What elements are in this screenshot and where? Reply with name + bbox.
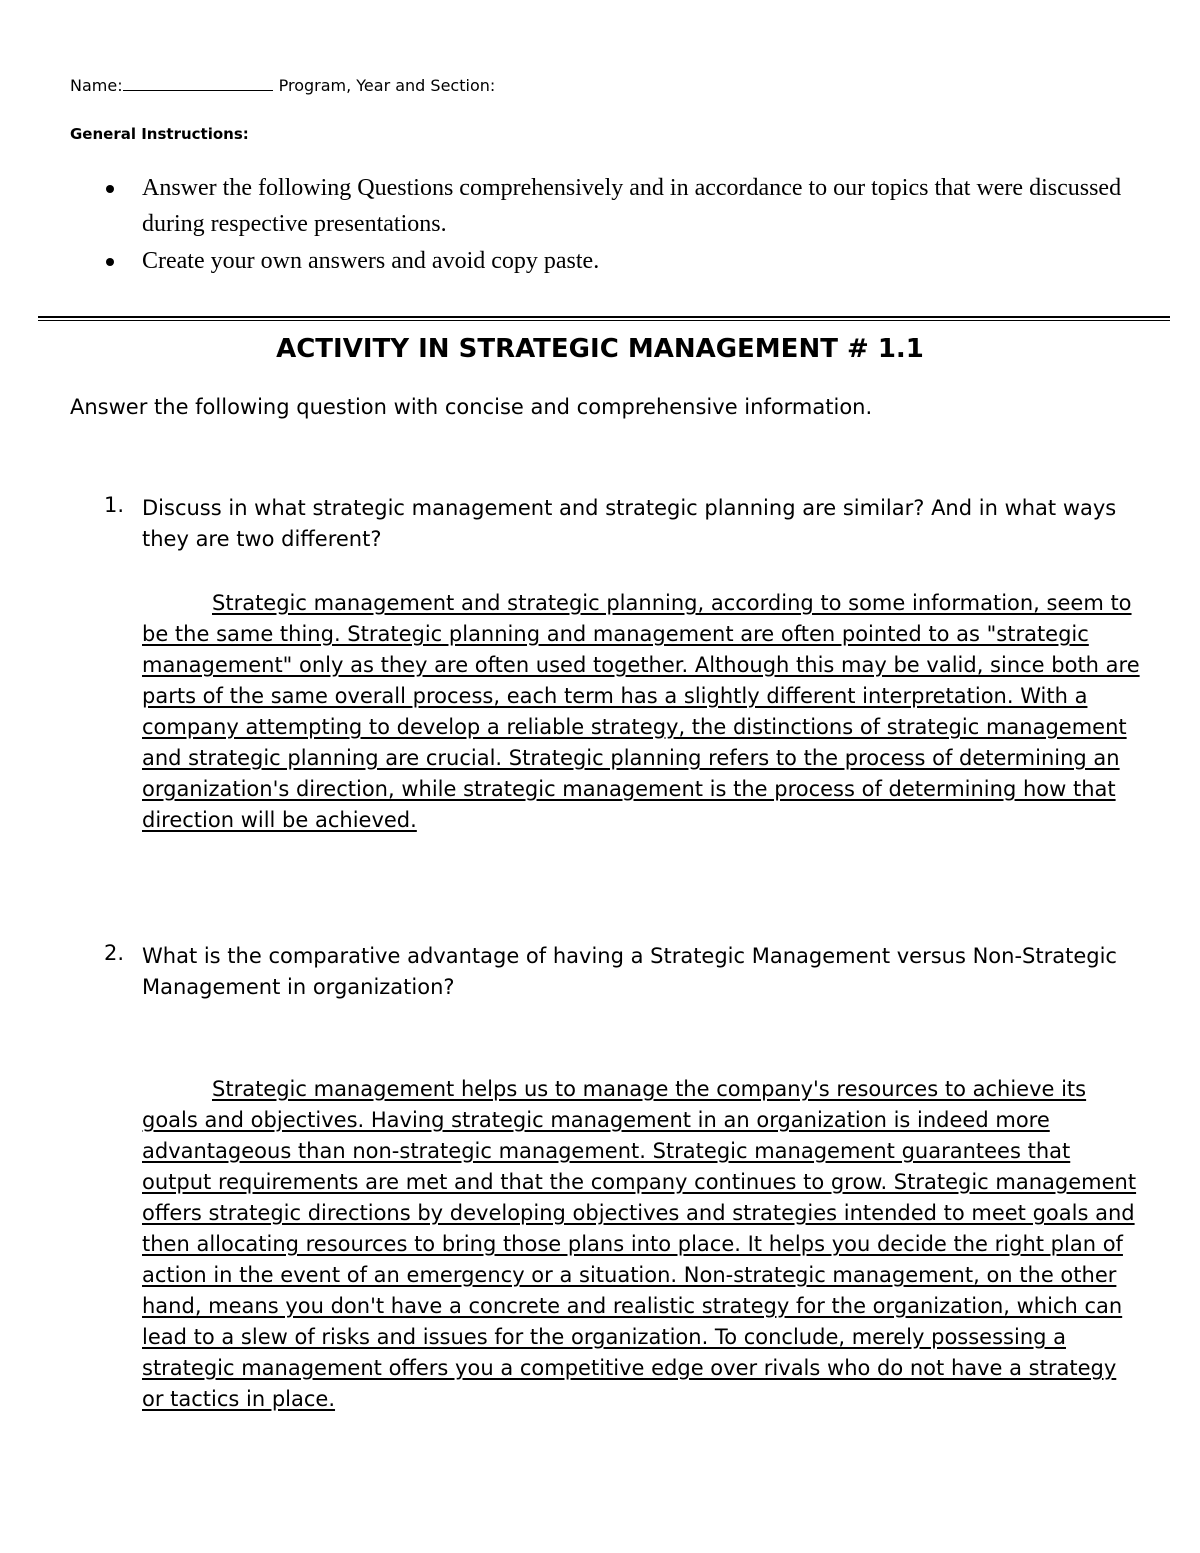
answer-text: Strategic management and strategic planning, according to some information, seem to be the same thing. Strategic planning and management are often pointed to as "strategic management" only as they are often used together. Although this may be valid, since both are parts of the same overall process, each term has a slightly different interpretation. With a company attempting to develop a reliable strategy, the distinctions of strategic management and strategic planning are crucial. Strategic planning refers to the process of determining an organization's direction, while strategic management is the process of determining how that direction will be achieved. bbox=[142, 591, 1140, 832]
program-year-section-label: Program, Year and Section: bbox=[278, 76, 496, 95]
name-label: Name: bbox=[70, 76, 123, 95]
name-and-section-line bbox=[70, 76, 495, 95]
activity-intro: Answer the following question with concise and comprehensive information. bbox=[70, 395, 873, 419]
instruction-text: Create your own answers and avoid copy paste. bbox=[142, 248, 600, 274]
question-number: 2. bbox=[104, 941, 125, 965]
instruction-text: Answer the following Questions comprehensively and in accordance to our topics that were discussed during respective presentations. bbox=[142, 175, 1122, 237]
section-divider-secondary bbox=[38, 320, 1170, 321]
question-text: What is the comparative advantage of having a Strategic Management versus Non-Strategic Management in organization? bbox=[142, 944, 1117, 999]
bullet-icon bbox=[106, 258, 114, 266]
section-divider bbox=[38, 316, 1170, 318]
question-number: 1. bbox=[104, 493, 125, 517]
name-blank-field[interactable] bbox=[123, 76, 273, 91]
question-text: Discuss in what strategic management and strategic planning are similar? And in what ways they are two different? bbox=[142, 496, 1117, 551]
bullet-icon bbox=[106, 185, 114, 193]
answer-text: Strategic management helps us to manage the company's resources to achieve its goals and objectives. Having strategic management in an organization is indeed more advantageous than non-strategic management. Strategic management guarantees that output requirements are met and that the company continues to grow. Strategic management offers strategic directions by developing objectives and strategies intended to meet goals and then allocating resources to bring those plans into place. It helps you decide the right plan of action in the event of an emergency or a situation. Non-strategic management, on the other hand, means you don't have a concrete and realistic strategy for the organization, which can lead to a slew of risks and issues for the organization. To conclude, merely possessing a strategic management offers you a competitive edge over rivals who do not have a strategy or tactics in place. bbox=[142, 1077, 1137, 1411]
activity-title: ACTIVITY IN STRATEGIC MANAGEMENT # 1.1 bbox=[276, 334, 924, 364]
general-instructions-heading: General Instructions: bbox=[70, 125, 249, 143]
